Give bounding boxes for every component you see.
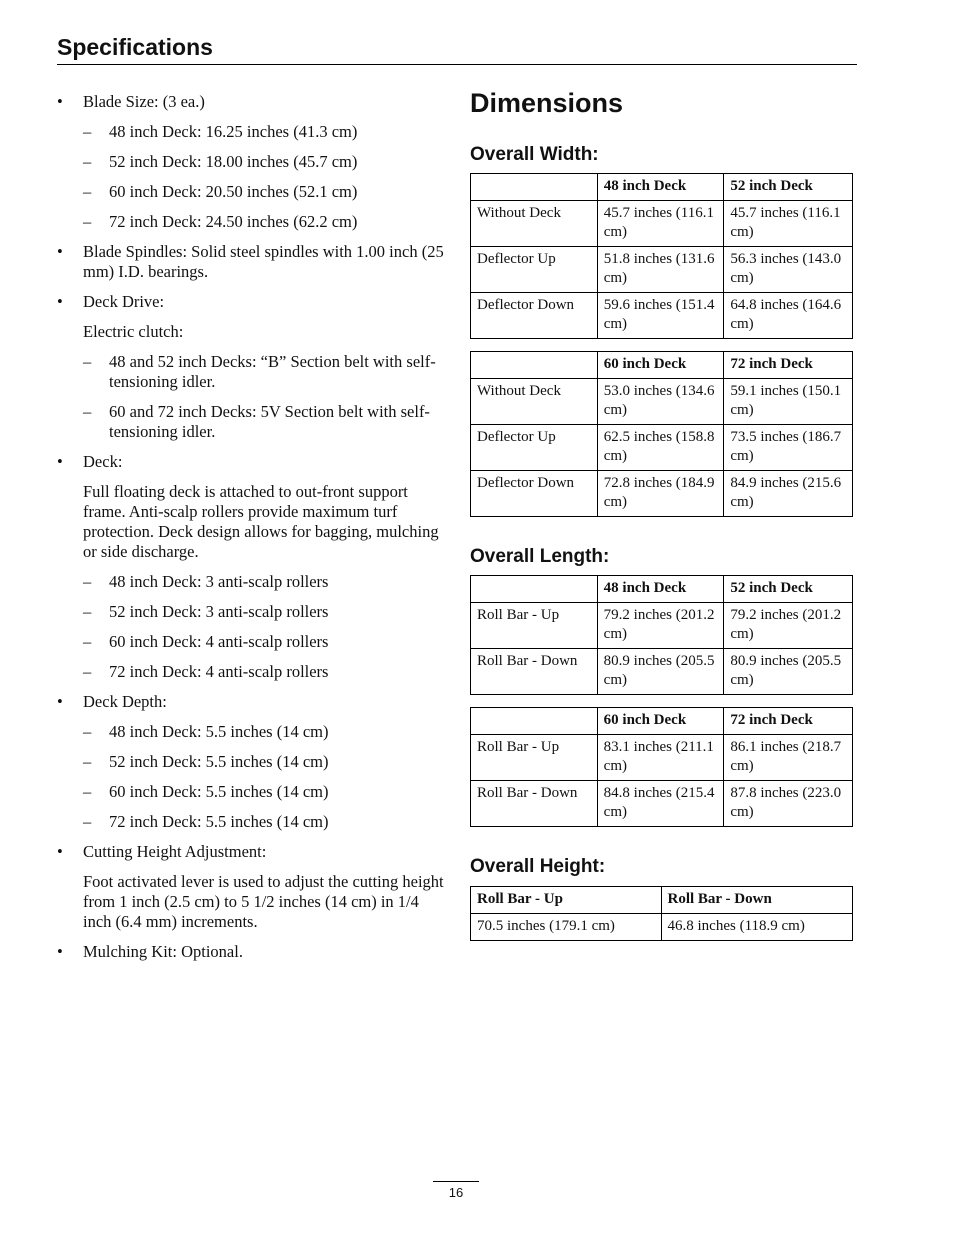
sub-item [57,152,447,172]
sub-item-text: 48 and 52 inch Decks: “B” Section belt with self-tensioning idler. [109,352,436,391]
table-cell: 64.8 inches (164.6 cm) [724,293,853,339]
table-cell: Without Deck [471,379,598,425]
sub-item-text: 52 inch Deck: 18.00 inches (45.7 cm) [109,152,358,171]
table-cell: 51.8 inches (131.6 cm) [597,247,724,293]
table-header-row [471,887,853,914]
table-header-cell [471,352,598,379]
page-header [57,32,857,62]
table-header-cell: Roll Bar - Up [471,887,662,914]
table-cell: Without Deck [471,201,598,247]
table-row [471,201,853,247]
sub-item-text: 60 inch Deck: 20.50 inches (52.1 cm) [109,182,358,201]
overall-width-heading: Overall Width: [470,144,599,165]
bullet: • [57,942,63,961]
dash: – [83,352,92,371]
sub-item [57,782,447,802]
table-cell: 70.5 inches (179.1 cm) [471,914,662,941]
dash: – [83,212,92,231]
spec-list [57,92,447,972]
sub-item-text: 60 inch Deck: 4 anti-scalp rollers [109,632,329,651]
list-item-deck-depth [57,692,447,712]
table-cell: Roll Bar - Down [471,649,598,695]
dash: – [83,782,92,801]
item-label: Cutting Height Adjustment: [83,842,267,861]
bullet: • [57,842,63,861]
dash: – [83,572,92,591]
bullet: • [57,242,63,261]
header-rule [57,64,857,65]
table-row [471,379,853,425]
table-row [471,781,853,827]
list-item-cutting-height [57,842,447,862]
page-number: 16 [448,1185,464,1200]
table-cell: 59.1 inches (150.1 cm) [724,379,853,425]
bullet: • [57,452,63,471]
table-header-cell: 52 inch Deck [724,174,853,201]
dash: – [83,662,92,681]
table-cell: 83.1 inches (211.1 cm) [597,735,724,781]
item-label: Blade Size: (3 ea.) [83,92,205,111]
sub-item-text: 48 inch Deck: 5.5 inches (14 cm) [109,722,329,741]
item-label: Deck Depth: [83,692,167,711]
table-row [471,735,853,781]
table-cell: 79.2 inches (201.2 cm) [597,603,724,649]
sub-item [57,812,447,832]
page-title: Specifications [57,34,213,60]
sub-item-text: 60 and 72 inch Decks: 5V Section belt with self-tensioning idler. [109,402,430,441]
sub-item-text: 52 inch Deck: 3 anti-scalp rollers [109,602,329,621]
sub-item [57,402,447,442]
overall-length-heading: Overall Length: [470,546,610,567]
sub-item [57,212,447,232]
item-label: Deck: [83,452,123,471]
table-header-cell: 72 inch Deck [724,708,853,735]
table-cell: Deflector Up [471,425,598,471]
sub-item [57,662,447,682]
overall-height-table [470,886,853,941]
overall-width-table-48-52 [470,173,853,339]
table-cell: Roll Bar - Down [471,781,598,827]
list-item-blade-size [57,92,447,112]
table-cell: Deflector Down [471,293,598,339]
item-label: Blade Spindles: Solid steel spindles with 1.00 inch (25 mm) I.D. bearings. [83,242,444,281]
bullet: • [57,692,63,711]
table-cell: Roll Bar - Up [471,603,598,649]
sub-item-text: 48 inch Deck: 3 anti-scalp rollers [109,572,329,591]
overall-length-table-48-52 [470,575,853,695]
table-header-cell: Roll Bar - Down [661,887,853,914]
table-header-row [471,174,853,201]
table-cell: 62.5 inches (158.8 cm) [597,425,724,471]
dash: – [83,122,92,141]
item-label: Deck Drive: [83,292,165,311]
table-cell: Deflector Down [471,471,598,517]
sub-item [57,572,447,592]
dash: – [83,602,92,621]
table-cell: 45.7 inches (116.1 cm) [597,201,724,247]
table-cell: 79.2 inches (201.2 cm) [724,603,853,649]
sub-item-text: 48 inch Deck: 16.25 inches (41.3 cm) [109,122,358,141]
item-paragraph: Foot activated lever is used to adjust the cutting height from 1 inch (2.5 cm) to 5 1/2 inches (14 cm) in 1/4 inch (6.4 mm) increments. [83,872,444,931]
table-header-cell: 52 inch Deck [724,576,853,603]
overall-height-heading: Overall Height: [470,856,606,877]
table-row [471,425,853,471]
table-row [471,649,853,695]
table-cell: 53.0 inches (134.6 cm) [597,379,724,425]
sub-item-text: 72 inch Deck: 5.5 inches (14 cm) [109,812,329,831]
table-cell: 86.1 inches (218.7 cm) [724,735,853,781]
dimensions-section [470,86,854,941]
dash: – [83,812,92,831]
overall-width-table-60-72 [470,351,853,517]
table-cell: 84.8 inches (215.4 cm) [597,781,724,827]
dash: – [83,632,92,651]
item-paragraph: Full floating deck is attached to out-front support frame. Anti-scalp rollers provide maximum turf protection. Deck design allows for bagging, mulching or side discharge. [83,482,439,561]
section-title: Dimensions [470,88,624,118]
table-cell: 59.6 inches (151.4 cm) [597,293,724,339]
table-cell: 73.5 inches (186.7 cm) [724,425,853,471]
table-header-cell [471,174,598,201]
sub-item-text: 52 inch Deck: 5.5 inches (14 cm) [109,752,329,771]
table-cell: Roll Bar - Up [471,735,598,781]
dash: – [83,402,92,421]
item-paragraph: Electric clutch: [83,322,184,341]
dash: – [83,752,92,771]
sub-item [57,632,447,652]
sub-item [57,352,447,392]
sub-item [57,602,447,622]
sub-item [57,182,447,202]
table-header-row [471,576,853,603]
table-row [471,471,853,517]
list-item-blade-spindles [57,242,447,282]
table-cell: 45.7 inches (116.1 cm) [724,201,853,247]
dash: – [83,722,92,741]
table-header-cell: 72 inch Deck [724,352,853,379]
overall-length-table-60-72 [470,707,853,827]
table-row [471,293,853,339]
footer-rule [433,1181,479,1182]
sub-item-text: 72 inch Deck: 24.50 inches (62.2 cm) [109,212,358,231]
table-header-cell: 48 inch Deck [597,174,724,201]
bullet: • [57,292,63,311]
table-header-row [471,352,853,379]
table-cell: 46.8 inches (118.9 cm) [661,914,853,941]
sub-item [57,722,447,742]
table-cell: 56.3 inches (143.0 cm) [724,247,853,293]
item-label: Mulching Kit: Optional. [83,942,243,961]
sub-item-text: 72 inch Deck: 4 anti-scalp rollers [109,662,329,681]
table-header-cell [471,576,598,603]
sub-item-text: 60 inch Deck: 5.5 inches (14 cm) [109,782,329,801]
sub-item [57,122,447,142]
table-cell: 80.9 inches (205.5 cm) [597,649,724,695]
table-header-cell [471,708,598,735]
table-row [471,247,853,293]
table-header-row [471,708,853,735]
table-cell: 84.9 inches (215.6 cm) [724,471,853,517]
table-header-cell: 60 inch Deck [597,708,724,735]
table-cell: 72.8 inches (184.9 cm) [597,471,724,517]
table-header-cell: 48 inch Deck [597,576,724,603]
dash: – [83,152,92,171]
dash: – [83,182,92,201]
table-row [471,914,853,941]
table-row [471,603,853,649]
table-cell: Deflector Up [471,247,598,293]
table-header-cell: 60 inch Deck [597,352,724,379]
sub-item [57,752,447,772]
table-cell: 80.9 inches (205.5 cm) [724,649,853,695]
bullet: • [57,92,63,111]
list-item-deck-drive [57,292,447,312]
list-item-deck [57,452,447,472]
list-item-mulching-kit [57,942,447,962]
table-cell: 87.8 inches (223.0 cm) [724,781,853,827]
